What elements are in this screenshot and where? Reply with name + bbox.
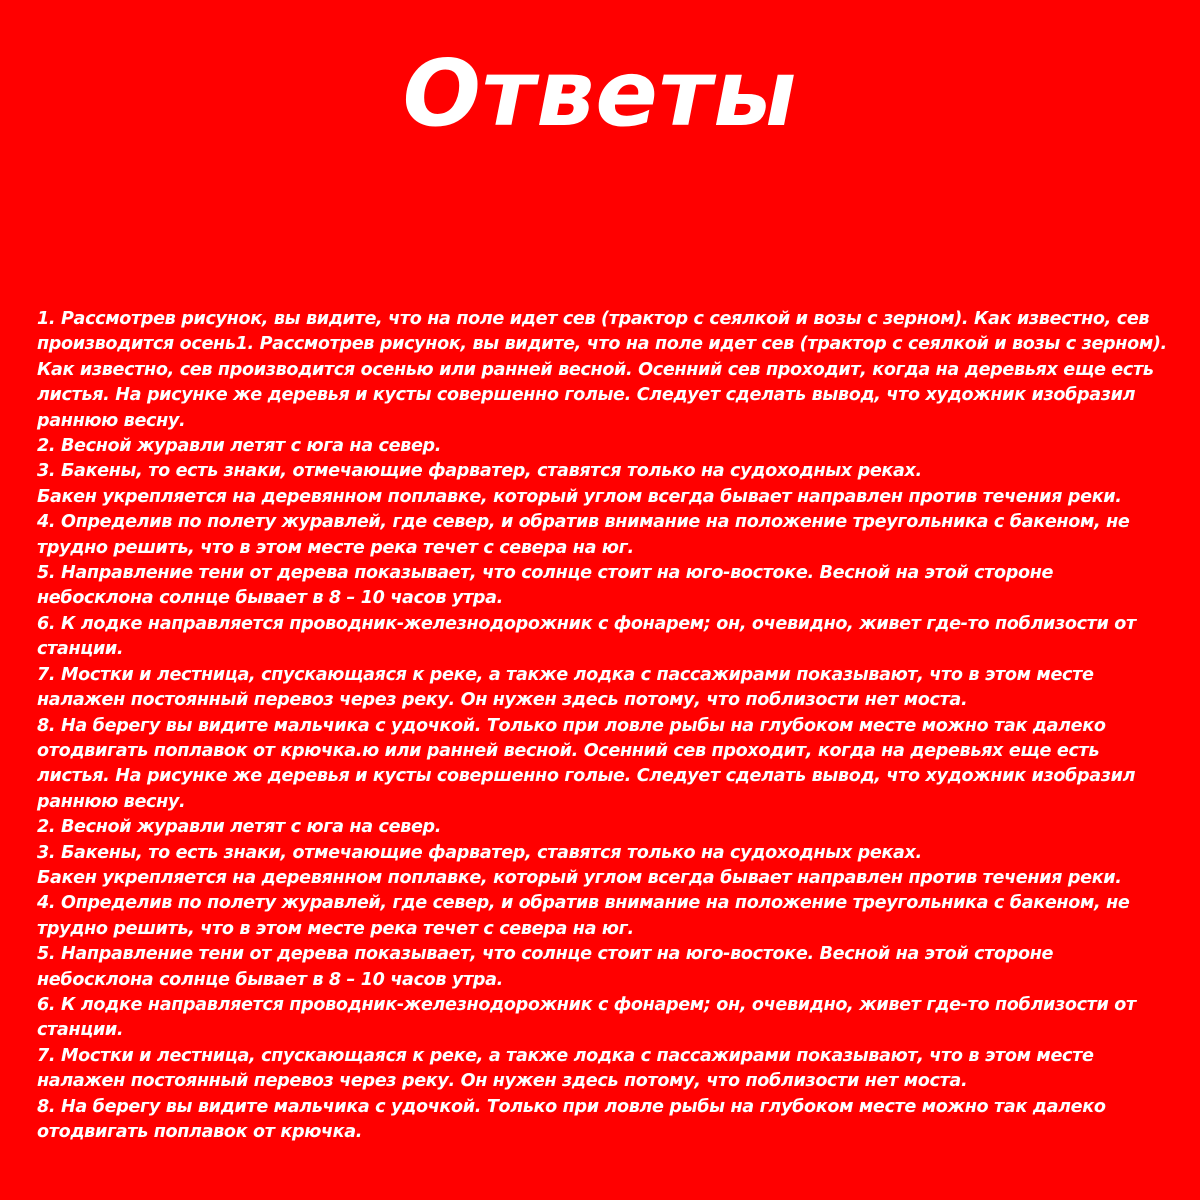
answer-line: 4. Определив по полету журавлей, где север, и обратив внимание на положение треугольника с бакеном, не bbox=[37, 893, 1130, 914]
answer-line: 3. Бакены, то есть знаки, отмечающие фарватер, ставятся только на судоходных реках. bbox=[37, 461, 922, 482]
answer-line: налажен постоянный перевоз через реку. Он нужен здесь потому, что поблизости нет моста. bbox=[37, 1071, 968, 1092]
answer-line: станции. bbox=[37, 639, 124, 660]
answer-line: Бакен укрепляется на деревянном поплавке, который углом всегда бывает направлен против течения реки. bbox=[37, 486, 1122, 507]
answer-line: раннюю весну. bbox=[37, 410, 186, 431]
answer-line: раннюю весну. bbox=[37, 791, 186, 812]
answer-line: листья. На рисунке же деревья и кусты совершенно голые. Следует сделать вывод, что художник изобразил bbox=[37, 766, 1136, 787]
answer-line: 5. Направление тени от дерева показывает, что солнце стоит на юго-востоке. Весной на этой стороне bbox=[37, 563, 1054, 584]
answer-line: 4. Определив по полету журавлей, где север, и обратив внимание на положение треугольника с бакеном, не bbox=[37, 512, 1130, 533]
answer-line: 2. Весной журавли летят с юга на север. bbox=[37, 817, 442, 838]
answer-line: отодвигать поплавок от крючка.ю или ранней весной. Осенний сев проходит, когда на деревьях еще есть bbox=[37, 740, 1100, 761]
answer-line: станции. bbox=[37, 1020, 124, 1041]
answer-line: 1. Рассмотрев рисунок, вы видите, что на поле идет сев (трактор с сеялкой и возы с зерном). Как известно, сев bbox=[37, 309, 1150, 329]
answer-line: Как известно, сев производится осенью или ранней весной. Осенний сев проходит, когда на деревьях еще есть bbox=[37, 359, 1154, 380]
answer-line: производится осень1. Рассмотрев рисунок, вы видите, что на поле идет сев (трактор с сеялкой и возы с зерном). bbox=[37, 334, 1167, 355]
answer-line: налажен постоянный перевоз через реку. Он нужен здесь потому, что поблизости нет моста. bbox=[37, 690, 968, 711]
answer-line: листья. На рисунке же деревья и кусты совершенно голые. Следует сделать вывод, что художник изобразил bbox=[37, 385, 1136, 406]
answer-line: 2. Весной журавли летят с юга на север. bbox=[37, 436, 442, 457]
answer-line: 6. К лодке направляется проводник-железнодорожник с фонарем; он, очевидно, живет где-то поблизости от bbox=[37, 994, 1136, 1015]
page-title: Ответы bbox=[402, 40, 798, 147]
answer-line: отодвигать поплавок от крючка. bbox=[37, 1122, 363, 1142]
answer-line: 6. К лодке направляется проводник-железнодорожник с фонарем; он, очевидно, живет где-то поблизости от bbox=[37, 613, 1136, 634]
answer-line: Бакен укрепляется на деревянном поплавке, который углом всегда бывает направлен против течения реки. bbox=[37, 867, 1122, 888]
answer-line: 8. На берегу вы видите мальчика с удочкой. Только при ловле рыбы на глубоком месте можно так далеко bbox=[37, 715, 1106, 736]
answer-line: 5. Направление тени от дерева показывает, что солнце стоит на юго-востоке. Весной на этой стороне bbox=[37, 944, 1054, 965]
answer-line: трудно решить, что в этом месте река течет с севера на юг. bbox=[37, 537, 634, 558]
answer-line: 7. Мостки и лестница, спускающаяся к реке, а также лодка с пассажирами показывают, что в этом месте bbox=[37, 664, 1094, 685]
answer-line: небосклона солнце бывает в 8 – 10 часов утра. bbox=[37, 969, 504, 990]
answer-line: 7. Мостки и лестница, спускающаяся к реке, а также лодка с пассажирами показывают, что в этом месте bbox=[37, 1045, 1094, 1066]
answer-line: 8. На берегу вы видите мальчика с удочкой. Только при ловле рыбы на глубоком месте можно так далеко bbox=[37, 1096, 1106, 1117]
answers-text bbox=[37, 307, 1167, 1145]
answer-line: трудно решить, что в этом месте река течет с севера на юг. bbox=[37, 918, 634, 939]
answer-line: 3. Бакены, то есть знаки, отмечающие фарватер, ставятся только на судоходных реках. bbox=[37, 842, 922, 863]
answer-line: небосклона солнце бывает в 8 – 10 часов утра. bbox=[37, 588, 504, 609]
